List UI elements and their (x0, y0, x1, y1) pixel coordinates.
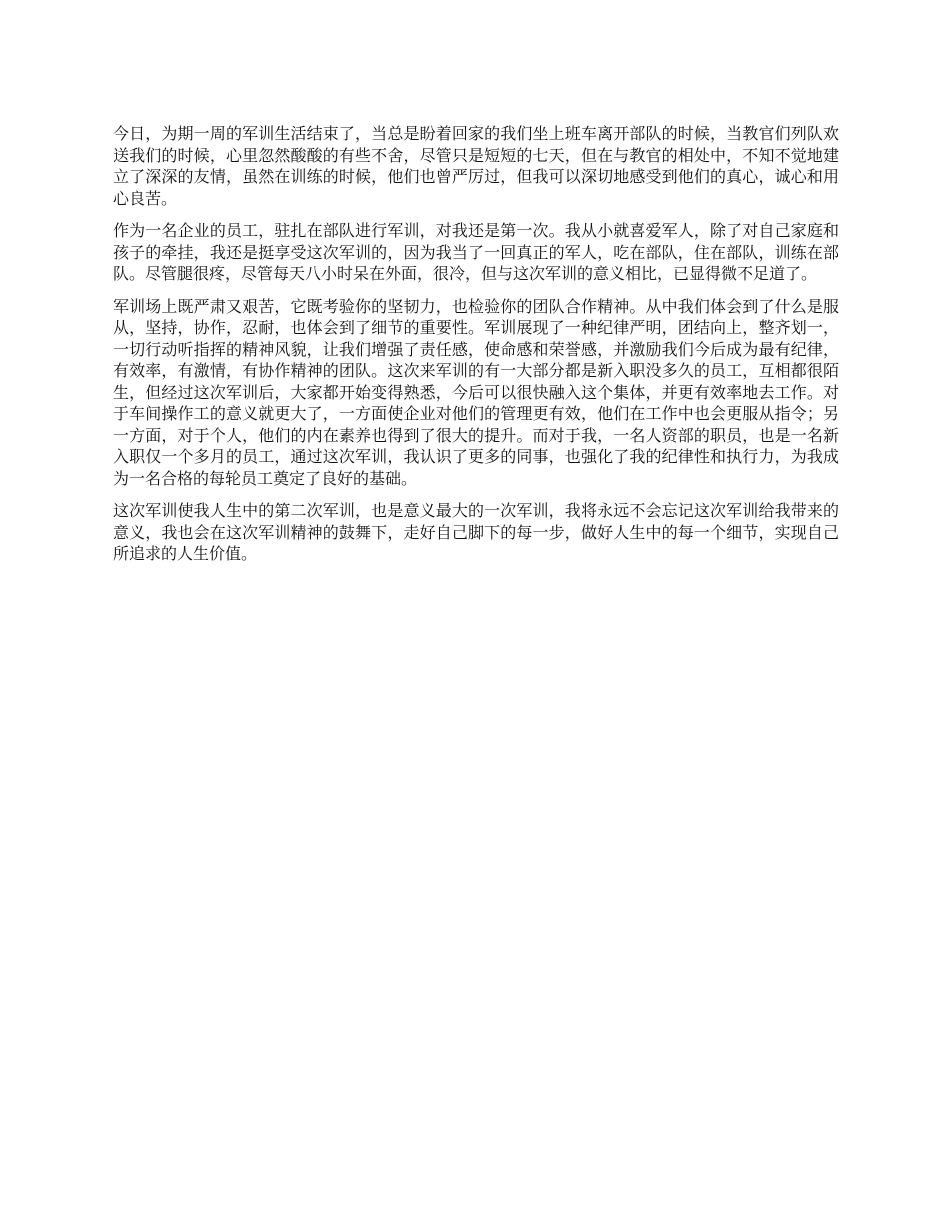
document-body (113, 123, 839, 576)
paragraph-3: 军训场上既严肃又艰苦，它既考验你的坚韧力，也检验你的团队合作精神。从中我们体会到了什么是服从，坚持，协作，忍耐，也体会到了细节的重要性。军训展现了一种纪律严明，团结向上，整齐划一，一切行动听指挥的精神风貌，让我们增强了责任感，使命感和荣誉感，并激励我们今后成为最有纪律，有效率，有激情，有协作精神的团队。这次来军训的有一大部分都是新入职没多久的员工，互相都很陌生，但经过这次军训后，大家都开始变得熟悉，今后可以很快融入这个集体，并更有效率地去工作。对于车间操作工的意义就更大了，一方面使企业对他们的管理更有效，他们在工作中也会更服从指令；另一方面，对于个人，他们的内在素养也得到了很大的提升。而对于我，一名人资部的职员，也是一名新入职仅一个多月的员工，通过这次军训，我认识了更多的同事，也强化了我的纪律性和执行力，为我成为一名合格的每轮员工奠定了良好的基础。 (113, 296, 839, 488)
paragraph-2: 作为一名企业的员工，驻扎在部队进行军训，对我还是第一次。我从小就喜爱军人，除了对自己家庭和孩子的牵挂，我还是挺享受这次军训的，因为我当了一回真正的军人，吃在部队，住在部队，训练在部队。尽管腿很疼，尽管每天八小时呆在外面，很冷，但与这次军训的意义相比，已显得微不足道了。 (113, 221, 839, 283)
paragraph-4: 这次军训使我人生中的第二次军训，也是意义最大的一次军训，我将永远不会忘记这次军训给我带来的意义，我也会在这次军训精神的鼓舞下，走好自己脚下的每一步，做好人生中的每一个细节，实现自己所追求的人生价值。 (113, 501, 839, 563)
paragraph-1: 今日，为期一周的军训生活结束了，当总是盼着回家的我们坐上班车离开部队的时候，当教官们列队欢送我们的时候，心里忽然酸酸的有些不舍，尽管只是短短的七天，但在与教官的相处中，不知不觉地建立了深深的友情，虽然在训练的时候，他们也曾严厉过，但我可以深切地感受到他们的真心，诚心和用心良苦。 (113, 124, 839, 208)
